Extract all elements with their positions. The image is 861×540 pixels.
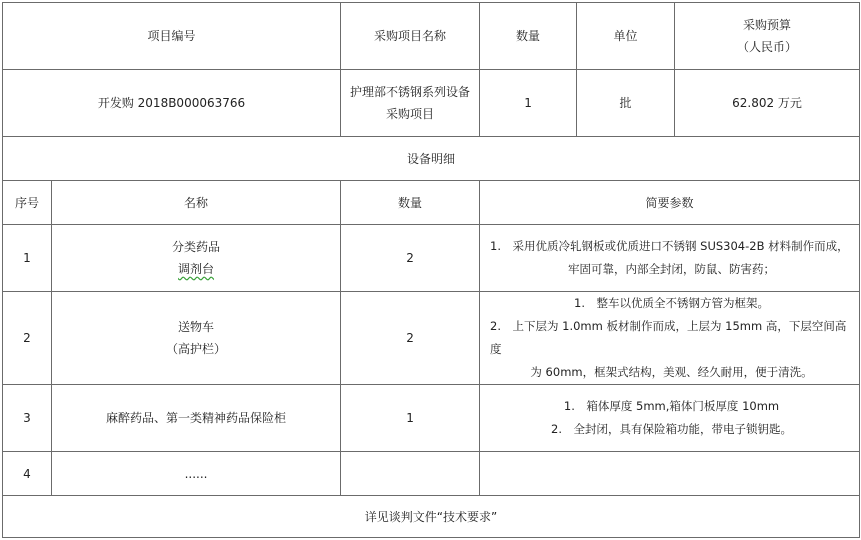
table-row: [3, 225, 860, 292]
budget-header: [675, 3, 860, 70]
detail-header-row: [3, 181, 860, 225]
unit-header: 单位: [577, 3, 675, 70]
item-param-line1: 1. 箱体厚度 5mm,箱体门板厚度 10mm: [563, 399, 780, 413]
item-param-line3: 为 60mm，框架式结构，美观、经久耐用，便于清洗。: [530, 365, 813, 379]
item-param-line1: 1. 采用优质冷轧钢板或优质进口不锈钢 SUS304-2B 材料制作而成，: [490, 239, 849, 253]
section-title: 设备明细: [3, 137, 860, 181]
project-number: 开发购 2018B000063766: [3, 70, 341, 137]
item-param-line1: 1. 整车以优质全不锈钢方管为框架。: [574, 296, 769, 310]
item-quantity: 2: [341, 225, 480, 292]
item-param-line2: 2. 全封闭，具有保险箱功能，带电子锁钥匙。: [551, 422, 792, 436]
budget-currency: （人民币）: [737, 40, 798, 54]
project-name-line1: 护理部不锈钢系列设备: [350, 85, 471, 99]
detail-qty-header: 数量: [341, 181, 480, 225]
name-header: 名称: [52, 181, 341, 225]
project-number-header: 项目编号: [3, 3, 341, 70]
budget-label: 采购预算: [743, 18, 792, 32]
project-name-line2: 采购项目: [386, 107, 435, 121]
item-name: [52, 225, 341, 292]
params-header: 简要参数: [480, 181, 860, 225]
project-unit: 批: [577, 70, 675, 137]
item-seq: 4: [3, 452, 52, 496]
item-params: [480, 225, 860, 292]
table-row: [3, 292, 860, 385]
item-seq: 2: [3, 292, 52, 385]
item-name: ......: [52, 452, 341, 496]
project-budget: 62.802 万元: [675, 70, 860, 137]
item-quantity: [341, 452, 480, 496]
seq-header: 序号: [3, 181, 52, 225]
item-seq: 1: [3, 225, 52, 292]
project-quantity: 1: [480, 70, 577, 137]
item-name: [52, 292, 341, 385]
project-name-header: 采购项目名称: [341, 3, 480, 70]
table-row: [3, 385, 860, 452]
item-param-line2: 牢固可靠，内部全封闭，防鼠、防害药；: [568, 262, 776, 276]
item-name: 麻醉药品、第一类精神药品保险柜: [52, 385, 341, 452]
item-name-line2: （高护栏）: [166, 342, 227, 356]
item-quantity: 1: [341, 385, 480, 452]
item-params: [480, 292, 860, 385]
footer-row: [3, 496, 860, 538]
item-param-line2: 2. 上下层为 1.0mm 板材制作而成，上层为 15mm 高，下层空间高度: [490, 319, 847, 356]
item-seq: 3: [3, 385, 52, 452]
item-params: [480, 385, 860, 452]
quantity-header: 数量: [480, 3, 577, 70]
project-name: [341, 70, 480, 137]
project-header-row: [3, 3, 860, 70]
item-name-line1: 送物车: [178, 320, 215, 334]
project-row: [3, 70, 860, 137]
item-name-line1: 分类药品: [172, 240, 221, 254]
footer-note: 详见谈判文件“技术要求”: [3, 496, 860, 538]
item-name-line2: 调剂台: [178, 262, 215, 276]
section-title-row: [3, 137, 860, 181]
item-params: [480, 452, 860, 496]
procurement-table: [2, 2, 860, 538]
table-row: [3, 452, 860, 496]
item-quantity: 2: [341, 292, 480, 385]
